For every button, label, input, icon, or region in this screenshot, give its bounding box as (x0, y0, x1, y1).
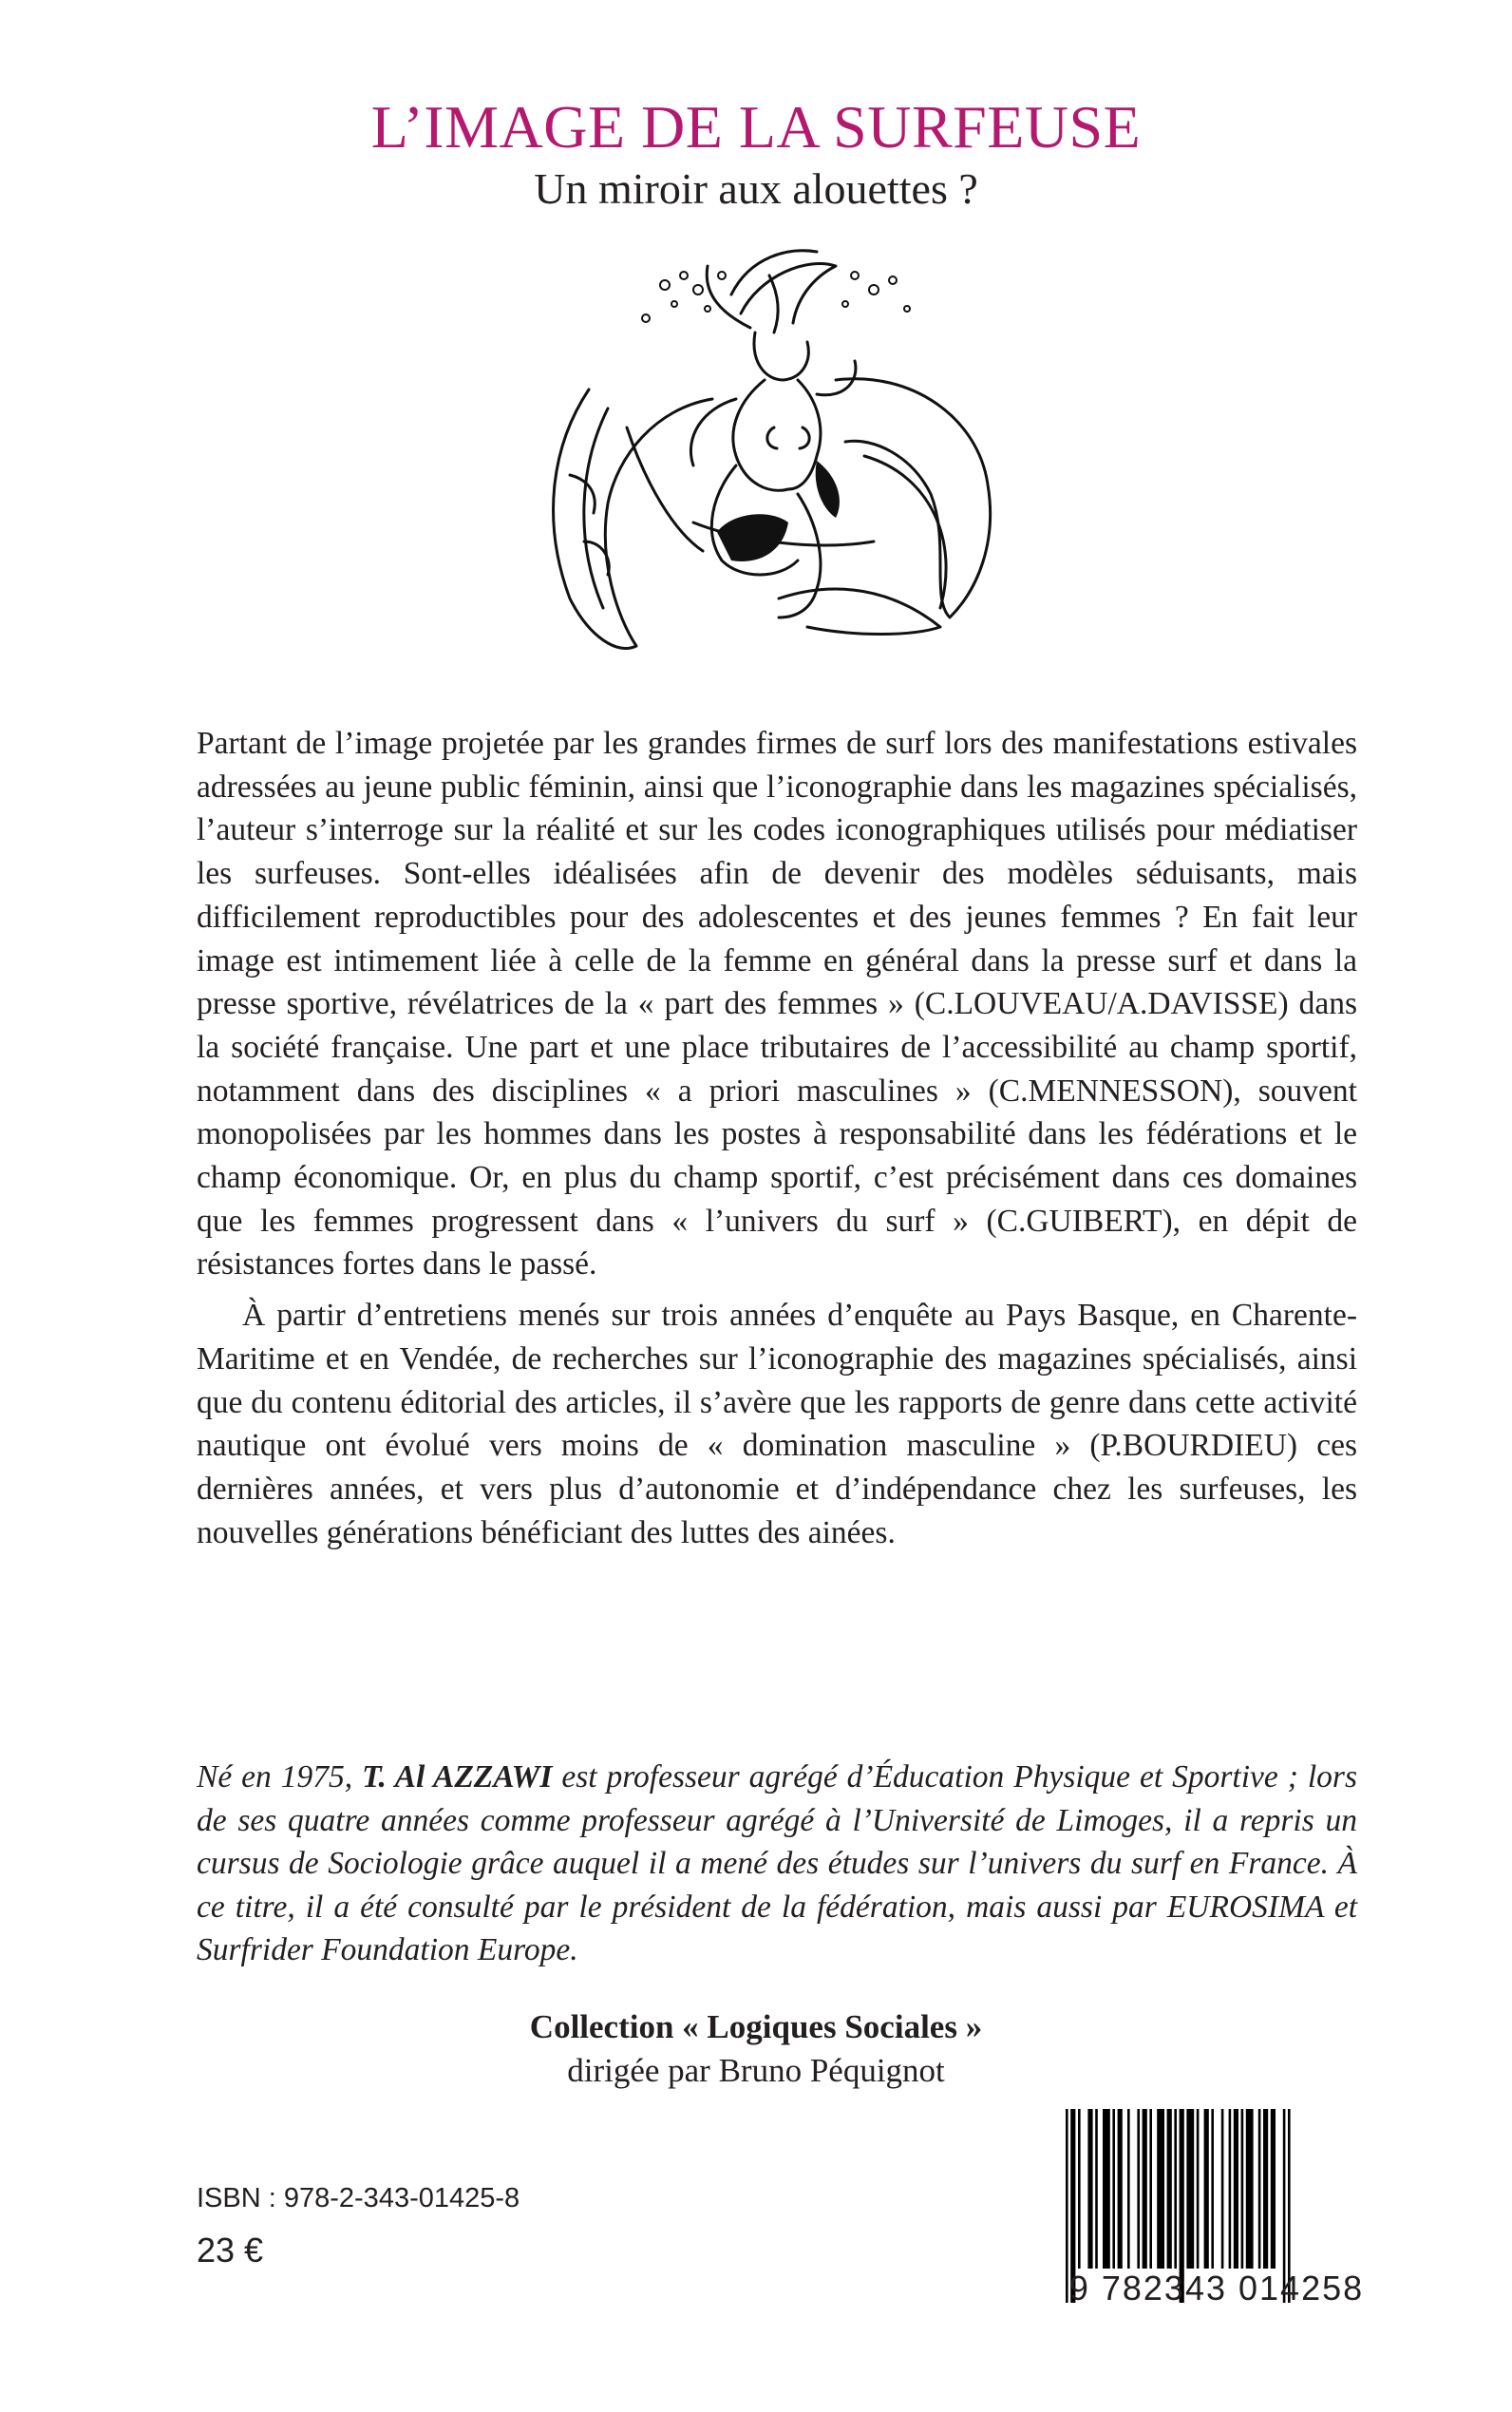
collection-director: dirigée par Bruno Péquignot (567, 2052, 945, 2089)
collection-name: Collection « Logiques Sociales » (529, 2008, 983, 2045)
book-subtitle: Un miroir aux alouettes ? (534, 164, 978, 213)
author-bio (197, 1756, 1357, 1972)
surfer-woman-drawing-icon (532, 237, 1026, 684)
bio-lead: Né en 1975, (197, 1759, 363, 1795)
summary-paragraph-1: Partant de l’image projetée par les grandes firmes de surf lors des manifestations estivales adressées au jeune public féminin, ainsi que l’iconographie dans les magazines spécialisés, l’auteur s’interroge sur la réalité et sur les codes iconographiques utilisés pour médiatiser les surfeuses. Sont-elles idéalisées afin de devenir des modèles séduisants, mais difficilement reproductibles pour des adolescentes et des jeunes femmes ? En fait leur image est intimement liée à celle de la femme en général dans la presse surf et dans la presse sportive, révélatrices de la « part des femmes » (C.LOUVEAU/A.DAVISSE) dans la société française. Une part et une place tributaires de l’accessibilité au champ sportif, notamment dans des disciplines « a priori masculines » (C.MENNESSON), souvent monopolisées par les hommes dans les postes à responsabilité dans les fédérations et le champ économique. Or, en plus du champ sportif, c’est précisément dans ces domaines que les femmes progressent dans « l’univers du surf » (C.GUIBERT), en dépit de résistances fortes dans le passé. (197, 726, 1357, 1282)
back-cover-summary (197, 722, 1357, 1554)
summary-paragraph-2: À partir d’entretiens menés sur trois années d’enquête au Pays Basque, en Charente-Maritime et en Vendée, de recherches sur l’iconographie des magazines spécialisés, ainsi que du contenu éditorial des articles, il s’avère que les rapports de genre dans cette activité nautique ont évolué vers moins de « domination masculine » (P.BOURDIEU) ces dernières années, et vers plus d’autonomie et d’indépendance chez les surfeuses, les nouvelles générations bénéficiant des luttes des ainées. (197, 1298, 1357, 1550)
bio-rest: est professeur agrégé d’Éducation Physique et Sportive ; lors de ses quatre années comme professeur agrégé à l’Université de Limoges, il a repris un cursus de Sociologie grâce auquel il a mené des études sur l’univers du surf en France. À ce titre, il a été consulté par le président de la fédération, mais aussi par EUROSIMA et Surfrider Foundation Europe. (197, 1759, 1358, 1967)
author-name: T. Al AZZAWI (362, 1759, 553, 1795)
barcode-number: 9 782343 014258 (1068, 2269, 1365, 2308)
price-label: 23 € (197, 2231, 264, 2270)
book-title: L’IMAGE DE LA SURFEUSE (370, 93, 1142, 161)
isbn-label: ISBN : 978-2-343-01425-8 (197, 2183, 520, 2213)
